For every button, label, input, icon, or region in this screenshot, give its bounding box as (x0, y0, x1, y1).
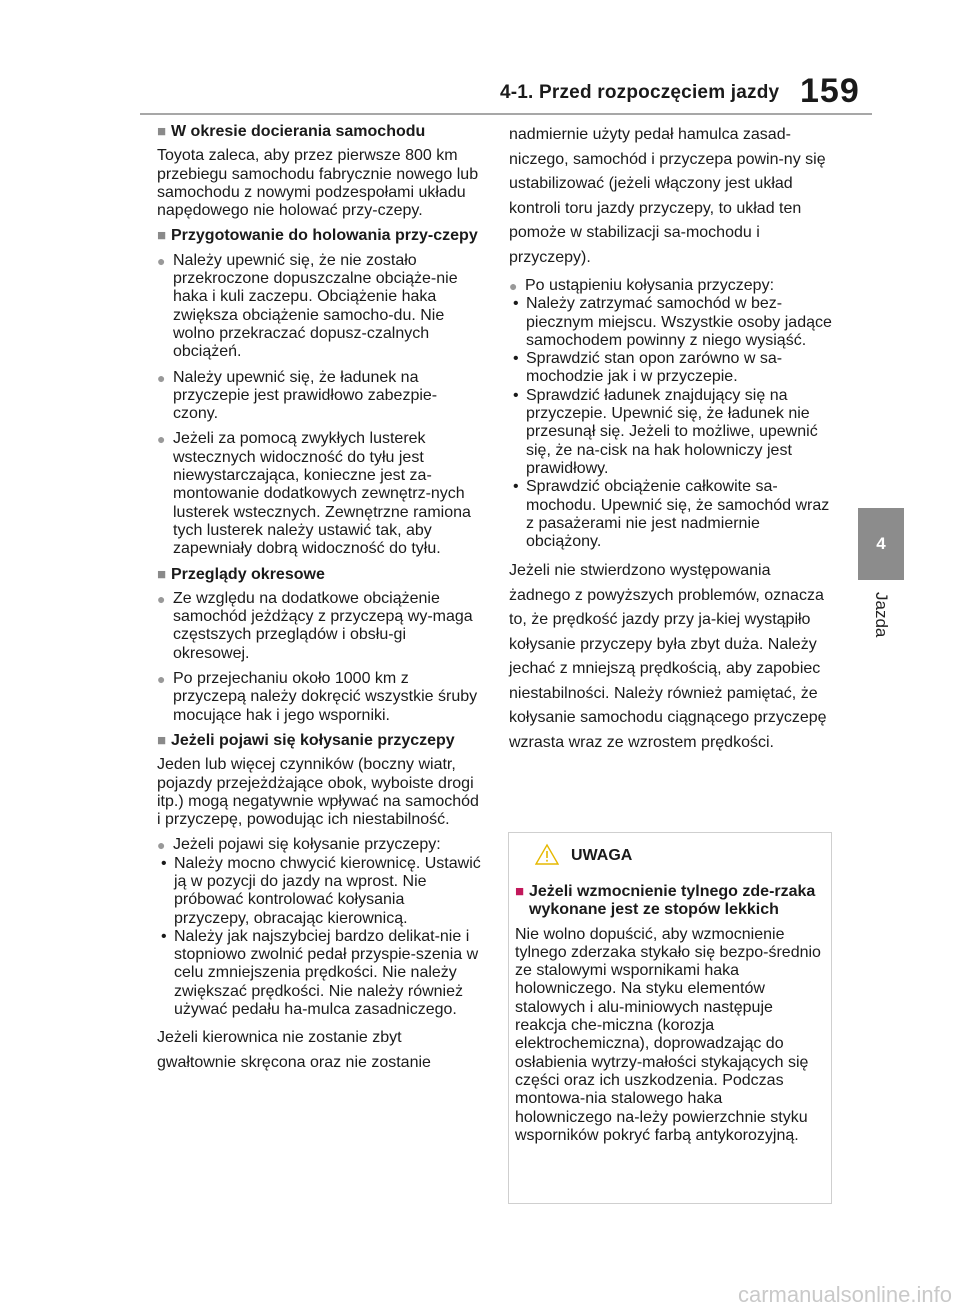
left-column (157, 123, 482, 1082)
dot-item: ● Po ustąpieniu kołysania przyczepy: (509, 277, 775, 294)
watermark: carmanualsonline.info (737, 1282, 952, 1307)
dot-item: ● Jeżeli pojawi się kołysanie przyczepy: (157, 836, 441, 854)
warning-text: Nie wolno dopuścić, aby wzmocnienie tylnego zderzaka stykało się bezpo-średnio ze stalowymi wspornikami haka holowniczego. Na styku elementów stalowych i alu-miniowych następuje reakcja che-miczna (korozja elektrochemiczna), doprowadzając do osłabienia wytrzy-małości stykających się części oraz ich uszkodzenia. Podczas montowa-nia stalowego haka holowniczego na-leży powierzchnie styku wsporników pokryć farbą antykorozyjną. (515, 925, 821, 1144)
section-heading: ■ Jeżeli pojawi się kołysanie przyczepy (157, 731, 455, 749)
warning-header (509, 833, 831, 877)
list-item: • Sprawdzić stan opon zarówno w sa-mochodzie jak i w przyczepie. (513, 350, 783, 386)
dot-item: ● Po przejechaniu około 1000 km z przyczepą należy dokręcić wszystkie śruby mocujące hak i jego wsporniki. (157, 670, 478, 724)
warning-triangle-icon (535, 843, 559, 867)
chapter-number: 4 (876, 534, 886, 553)
section-title: 4-1. Przed rozpoczęciem jazdy (500, 82, 780, 103)
paragraph: Jeden lub więcej czynników (boczny wiatr, pojazdy przejeżdżające obok, wyboiste drogi itp.) mogą negatywnie wpływać na samochód i przyczepę, powodując ich niestabilność. (157, 756, 479, 829)
dot-item: ● Należy upewnić się, że nie zostało przekroczone dopuszczalne obciąże-nie haka i kuli zaczepu. Obciążenie haka zwiększa obciążenie samocho-du. Nie wolno przekraczać dopusz-czalnych obciążeń. (157, 251, 458, 361)
list-item: • Należy zatrzymać samochód w bez-piecznym miejscu. Wszystkie osoby jadące samochodem powinny z niego wysiąść. (513, 295, 832, 349)
circle-bullet-icon: ● (157, 431, 166, 448)
square-bullet-icon: ■ (157, 565, 167, 583)
section-heading: ■ Przeglądy okresowe (157, 565, 325, 583)
circle-bullet-icon: ● (157, 369, 166, 386)
warning-heading: ■ Jeżeli wzmocnienie tylnego zde-rzaka wykonane jest ze stopów lekkich (515, 883, 816, 919)
circle-bullet-icon: ● (157, 671, 166, 688)
warning-box (508, 832, 832, 1204)
square-bullet-icon: ■ (515, 883, 525, 900)
square-bullet-icon: ■ (157, 123, 167, 140)
list-item: • Sprawdzić ładunek znajdujący się na przyczepie. Upewnić się, że ładunek nie przesunął się. Jeżeli to możliwe, upewnić się, że na-cisk na hak holowniczy jest prawidłowy. (513, 386, 818, 477)
list-item: • Należy mocno chwycić kierownicę. Ustawić ją w pozycji do jazdy na wprost. Nie próbować kontrolować kołysania przyczepy, obracając kierownicą. (161, 854, 481, 927)
circle-bullet-icon: ● (509, 278, 518, 294)
warning-title: UWAGA (571, 847, 633, 864)
section-heading: ■ W okresie docierania samochodu (157, 123, 426, 140)
circle-bullet-icon: ● (157, 837, 166, 854)
dot-item: ● Jeżeli za pomocą zwykłych lusterek wstecznych widoczność do tyłu jest niewystarczająca, konieczne jest za-montowanie dodatkowych zewnętrz-nych lusterek wstecznych. Zewnętrzne ramiona tych lusterek należy ustawić tak, aby zapewniały dobrą widoczność do tyłu. (157, 430, 471, 558)
page-number: 159 (800, 72, 860, 110)
warning-content (515, 883, 823, 1152)
right-column (509, 123, 834, 762)
list-item: • Sprawdzić obciążenie całkowite sa-mochodu. Upewnić się, że samochód wraz z pasażerami nie jest nadmiernie obciążony. (513, 478, 830, 551)
paragraph: nadmiernie użyty pedał hamulca zasad-niczego, samochód i przyczepa powin-ny się ustabilizować (jeżeli włączony jest układ kontroli toru jazdy przyczepy, to układ ten pomoże w stabilizacji sa-mochodu i przyczepy). (509, 126, 826, 266)
dot-item: ● Ze względu na dodatkowe obciążenie samochód jeżdżący z przyczepą wy-maga częstszych przeglądów i obsłu-gi okresowej. (157, 589, 473, 662)
square-bullet-icon: ■ (157, 227, 167, 245)
paragraph: Jeżeli kierownica nie zostanie zbyt gwałtownie skręcona oraz nie zostanie (157, 1029, 431, 1071)
circle-bullet-icon: ● (157, 252, 166, 269)
dot-item: ● Należy upewnić się, że ładunek na przyczepie jest prawidłowo zabezpie-czony. (157, 368, 438, 423)
list-item: • Należy jak najszybciej bardzo delikat-nie i stopniowo zwolnić pedał przyspie-szenia w celu zmniejszenia prędkości. Nie należy zwiększać prędkości. Nie należy również używać pedału ha-mulca zasadniczego. (161, 927, 479, 1019)
section-heading: ■ Przygotowanie do holowania przy-czepy (157, 227, 478, 245)
square-bullet-icon: ■ (157, 731, 167, 749)
chapter-label: Jazda (872, 592, 891, 638)
paragraph: Jeżeli nie stwierdzono występowania żadnego z powyższych problemów, oznacza to, że prędkość jazdy przy ja-kiej wystąpiło kołysanie przyczepy była zbyt duża. Należy jechać z mniejszą prędkością, aby zapobiec niestabilności. Należy również pamiętać, że kołysanie samochodu ciągnącego przyczepę wzrasta wraz ze wzrostem prędkości. (509, 562, 827, 751)
circle-bullet-icon: ● (157, 590, 166, 607)
paragraph: Toyota zaleca, aby przez pierwsze 800 km przebiegu samochodu fabrycznie nowego lub samochodu z nowymi podzespołami układu napędowego nie holować przy-czepy. (157, 147, 479, 220)
header-divider (140, 113, 872, 115)
chapter-tab[interactable] (858, 508, 904, 580)
